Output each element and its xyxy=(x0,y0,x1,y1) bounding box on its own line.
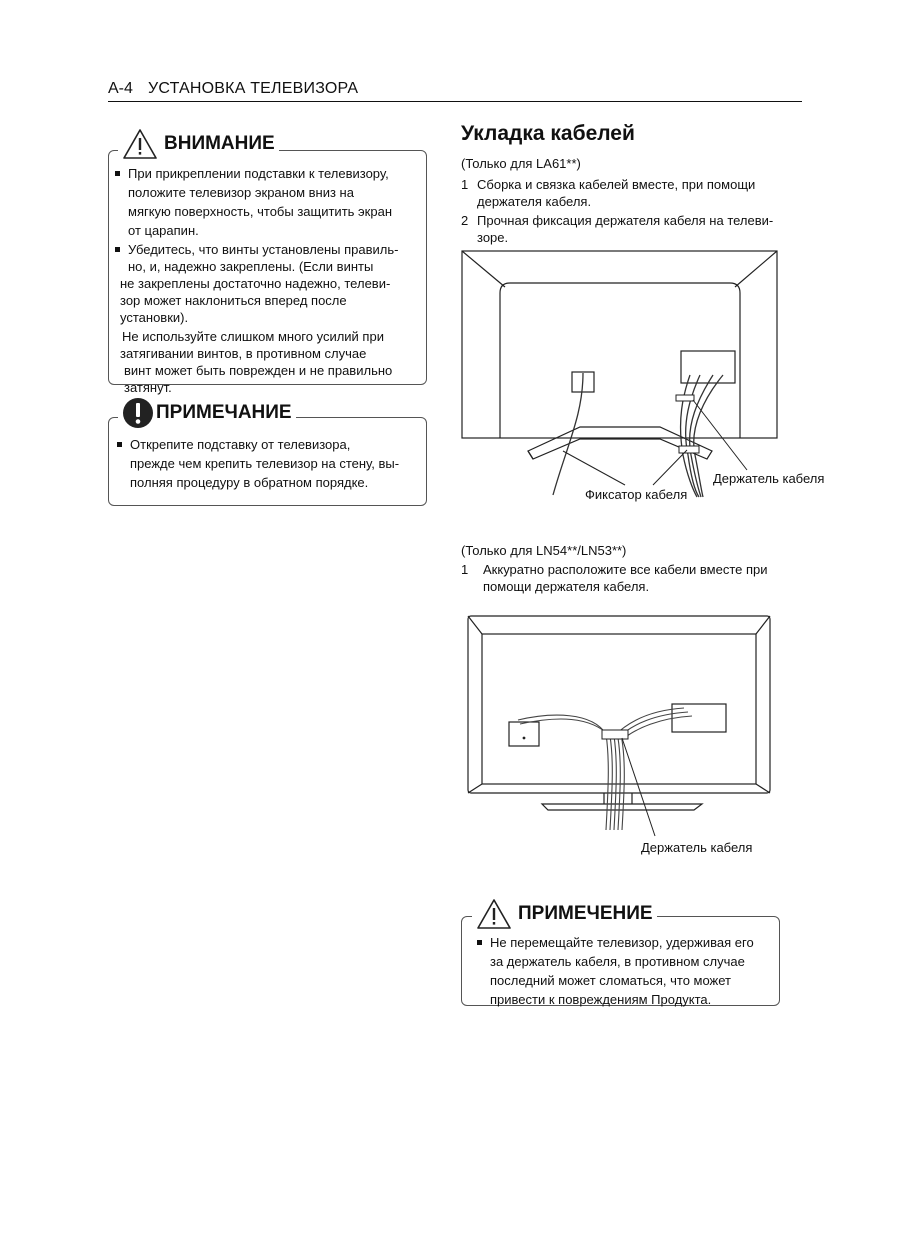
text-line: установки). xyxy=(120,310,189,325)
text-line: держателя кабеля. xyxy=(477,194,592,209)
cable-holder-clip xyxy=(602,730,628,739)
text-line: прежде чем крепить телевизор на стену, вы- xyxy=(130,456,400,471)
text-line: зоре. xyxy=(477,230,509,245)
warning-box-title xyxy=(118,124,279,164)
section-header-title: УСТАНОВКА ТЕЛЕВИЗОРА xyxy=(148,80,359,97)
cable-bundle-2 xyxy=(686,375,700,497)
tv-stand xyxy=(542,804,702,810)
text-line: затягивании винтов, в противном случае xyxy=(120,346,367,361)
text-line: полняя процедуру в обратном порядке. xyxy=(130,475,369,490)
text-line: Не перемещайте телевизор, удерживая его xyxy=(490,935,754,950)
tv-back-frame xyxy=(462,251,777,438)
text-line: положите телевизор экраном вниз на xyxy=(128,185,354,200)
cable-holder-clip xyxy=(679,446,699,453)
warning-triangle-icon xyxy=(122,128,158,160)
step-number: 2 xyxy=(461,213,469,228)
note-title-text: ПРИМЕЧАНИЕ xyxy=(156,402,292,423)
warning-box-text xyxy=(112,165,424,396)
note-box-title xyxy=(118,395,296,431)
text-line: Сборка и связка кабелей вместе, при помощи xyxy=(477,177,756,192)
text-line: При прикреплении подставки к телевизору, xyxy=(128,166,389,181)
text-line: Аккуратно расположите все кабели вместе при xyxy=(483,562,768,577)
step-number: 1 xyxy=(461,177,469,192)
text-line: затянут. xyxy=(124,380,172,395)
ln54-step-1 xyxy=(461,561,806,595)
text-line: винт может быть поврежден и не правильно xyxy=(124,363,393,378)
la61-cable-diagram xyxy=(455,245,840,505)
text-line: мягкую поверхность, чтобы защитить экран xyxy=(128,204,392,219)
cable-holder-clip xyxy=(676,395,694,401)
leader-line-fixer-1 xyxy=(563,451,625,485)
text-line: Не используйте слишком много усилий при xyxy=(122,329,384,344)
cable-1 xyxy=(518,715,608,830)
label-cable-fixer: Фиксатор кабеля xyxy=(585,487,688,502)
warning-bullet-2 xyxy=(112,241,424,258)
text-line: последний может сломаться, что может xyxy=(490,973,732,988)
caution-bullet xyxy=(474,934,778,951)
warning-triangle-icon xyxy=(476,898,512,930)
ln54-cable-diagram xyxy=(462,612,777,837)
warning-bullet-1 xyxy=(112,165,424,182)
small-connector-box xyxy=(509,722,539,746)
ln54-subtitle: (Только для LN54**/LN53**) xyxy=(461,543,627,558)
note-bullet xyxy=(114,436,424,453)
text-line: помощи держателя кабеля. xyxy=(483,579,650,594)
header-rule xyxy=(108,101,802,102)
text-line: за держатель кабеля, в противном случае xyxy=(490,954,745,969)
text-line: Прочная фиксация держателя кабеля на телеви- xyxy=(477,213,774,228)
la61-subtitle: (Только для LA61**) xyxy=(461,156,581,171)
leader-line-holder xyxy=(622,738,655,836)
tv-stand xyxy=(528,427,712,459)
leader-line-fixer-2 xyxy=(653,450,687,485)
caution-box-title xyxy=(472,896,657,932)
text-line: от царапин. xyxy=(128,223,199,238)
exclamation-circle-icon xyxy=(122,397,154,429)
step-number: 1 xyxy=(461,562,469,577)
page-number: A-4 xyxy=(108,80,133,97)
leader-line-holder xyxy=(693,400,747,470)
text-line: привести к повреждениям Продукта. xyxy=(490,992,712,1007)
warning-title-text: ВНИМАНИЕ xyxy=(164,133,275,154)
label-cable-holder-1: Держатель кабеля xyxy=(713,471,825,486)
text-line: но, и, надежно закреплены. (Если винты xyxy=(128,259,374,274)
caution-box-text xyxy=(474,934,778,1008)
caution-title-text: ПРИМЕЧЕНИЕ xyxy=(518,903,653,924)
connector-dot xyxy=(523,737,526,740)
text-line: Убедитесь, что винты установлены правиль- xyxy=(128,242,399,257)
la61-step-1 xyxy=(461,176,806,210)
label-cable-holder-2: Держатель кабеля xyxy=(641,840,753,855)
text-line: не закреплены достаточно надежно, телеви- xyxy=(120,276,391,291)
text-line: Открепите подставку от телевизора, xyxy=(130,437,351,452)
tv-back-inner xyxy=(482,634,756,784)
cable-2 xyxy=(520,719,612,830)
cable-section-title: Укладка кабелей xyxy=(461,122,635,145)
text-line: зор может наклониться вперед после xyxy=(120,293,347,308)
la61-step-2 xyxy=(461,212,806,246)
note-box-text xyxy=(114,436,424,491)
cable-left xyxy=(553,373,583,495)
cable-5 xyxy=(622,716,692,830)
